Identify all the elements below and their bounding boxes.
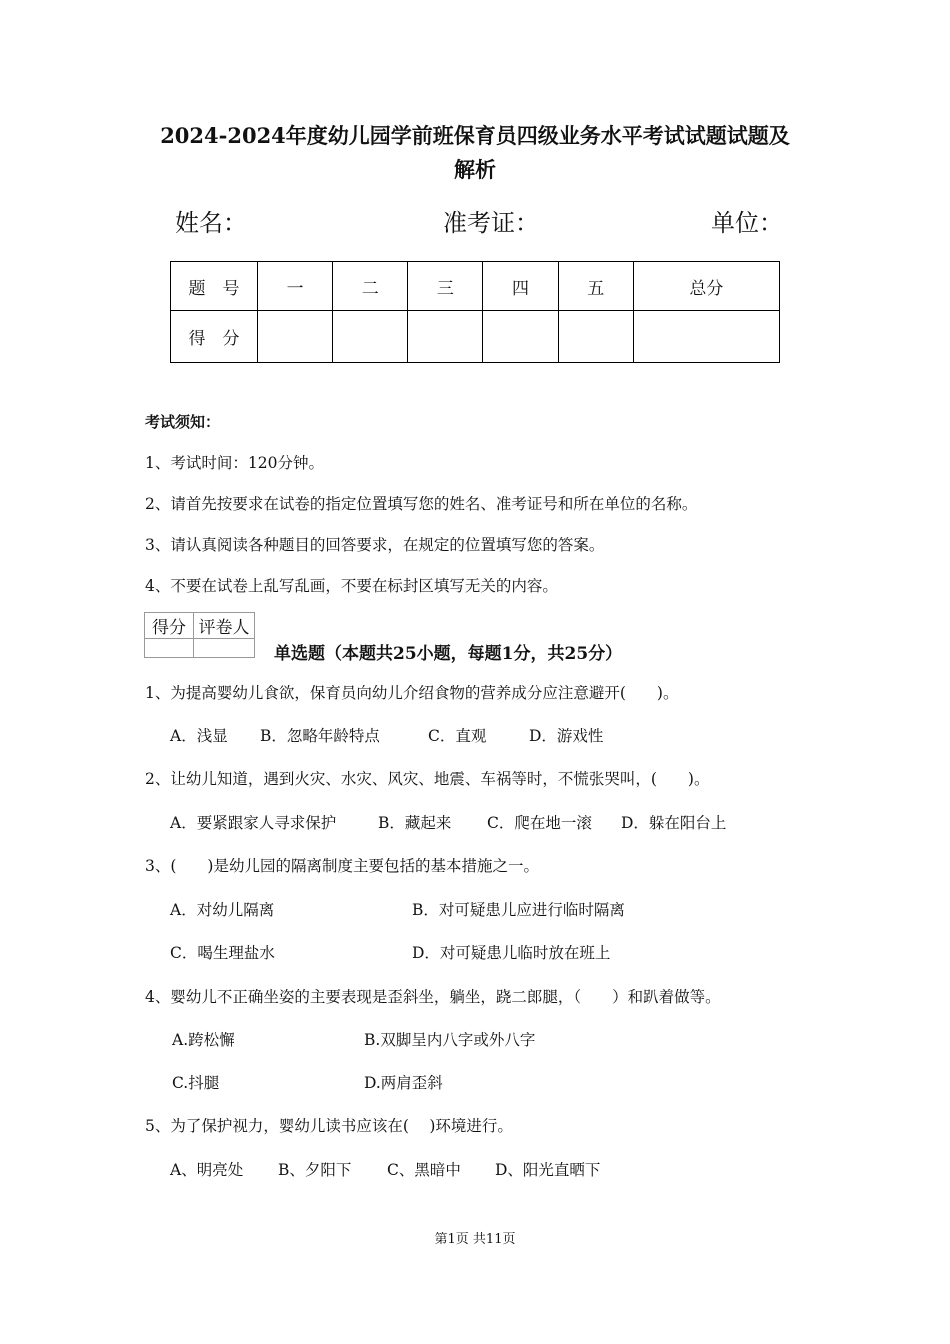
option-b: B、夕阳下 <box>278 1161 352 1179</box>
column-1: 一 <box>258 262 333 311</box>
question-stem: 5、为了保护视力，婴幼儿读书应该在( )环境进行。 <box>145 1117 513 1135</box>
unit-label: 单位： <box>711 209 783 237</box>
score-row-header: 得 分 <box>171 311 258 363</box>
grader-reviewer-cell <box>194 639 255 658</box>
option-b: B.双脚呈内八字或外八字 <box>364 1031 536 1049</box>
grader-box <box>144 612 255 658</box>
exam-id-label: 准考证： <box>443 209 539 237</box>
grader-score-cell <box>145 639 194 658</box>
column-4: 四 <box>483 262 558 311</box>
question-number-header: 题 号 <box>171 262 258 311</box>
score-cell <box>408 311 483 363</box>
option-c: C.抖腿 <box>172 1074 220 1092</box>
page-footer: 第1页 共11页 <box>434 1232 516 1247</box>
column-2: 二 <box>333 262 408 311</box>
score-cell <box>258 311 333 363</box>
question-stem: 4、婴幼儿不正确坐姿的主要表现是歪斜坐，躺坐，跷二郎腿，（ ）和趴着做等。 <box>145 988 721 1006</box>
question-stem: 2、让幼儿知道，遇到火灾、水灾、风灾、地震、车祸等时，不慌张哭叫，( )。 <box>145 770 710 788</box>
option-a: A．要紧跟家人寻求保护 <box>170 814 337 832</box>
column-total: 总分 <box>633 262 779 311</box>
option-a: A．对幼儿隔离 <box>170 901 275 919</box>
notice-item: 3、请认真阅读各种题目的回答要求，在规定的位置填写您的答案。 <box>145 536 605 554</box>
option-b: B．藏起来 <box>378 814 452 832</box>
option-a: A.跨松懈 <box>172 1031 235 1049</box>
grader-reviewer-label: 评卷人 <box>194 613 255 639</box>
option-d: D．对可疑患儿临时放在班上 <box>412 944 611 962</box>
option-c: C．喝生理盐水 <box>170 944 275 962</box>
score-cell <box>483 311 558 363</box>
score-cell <box>558 311 633 363</box>
option-d: D．躲在阳台上 <box>621 814 727 832</box>
column-5: 五 <box>558 262 633 311</box>
option-a: A．浅显 <box>170 727 228 745</box>
score-table <box>170 261 780 363</box>
score-cell <box>333 311 408 363</box>
name-label: 姓名： <box>175 209 247 237</box>
option-d: D．游戏性 <box>529 727 604 745</box>
notice-heading: 考试须知： <box>145 413 221 431</box>
notice-item: 4、不要在试卷上乱写乱画，不要在标封区填写无关的内容。 <box>145 577 558 595</box>
notice-item: 1、考试时间：120分钟。 <box>145 454 324 472</box>
score-cell <box>633 311 779 363</box>
option-b: B．对可疑患儿应进行临时隔离 <box>412 901 625 919</box>
document-title-line1: 2024-2024年度幼儿园学前班保育员四级业务水平考试试题试题及 <box>160 123 790 148</box>
option-d: D、阳光直晒下 <box>495 1161 601 1179</box>
section-title: 单选题（本题共25小题，每题1分，共25分） <box>274 644 623 664</box>
notice-item: 2、请首先按要求在试卷的指定位置填写您的姓名、准考证号和所在单位的名称。 <box>145 495 698 513</box>
question-stem: 1、为提高婴幼儿食欲，保育员向幼儿介绍食物的营养成分应注意避开( )。 <box>145 684 679 702</box>
column-3: 三 <box>408 262 483 311</box>
document-title-line2: 解析 <box>454 157 496 182</box>
grader-score-label: 得分 <box>145 613 194 639</box>
option-b: B．忽略年龄特点 <box>260 727 380 745</box>
question-stem: 3、( )是幼儿园的隔离制度主要包括的基本措施之一。 <box>145 857 539 875</box>
score-table-score-row <box>171 311 780 363</box>
option-c: C、黑暗中 <box>387 1161 461 1179</box>
option-c: C．爬在地一滚 <box>487 814 592 832</box>
option-a: A、明亮处 <box>170 1161 244 1179</box>
option-c: C．直观 <box>428 727 487 745</box>
score-table-header-row <box>171 262 780 311</box>
option-d: D.两肩歪斜 <box>364 1074 443 1092</box>
